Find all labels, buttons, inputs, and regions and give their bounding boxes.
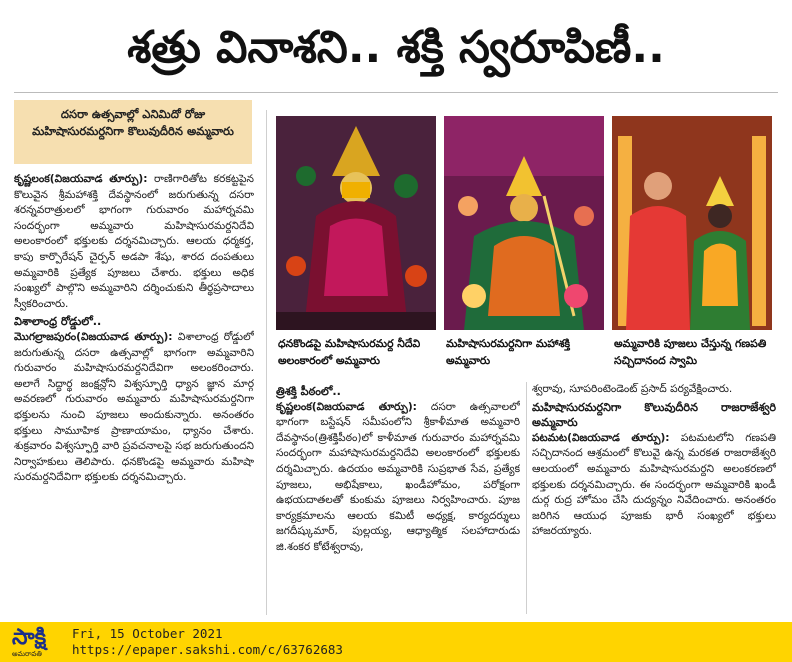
photo-1: [276, 116, 436, 330]
paragraph: విశాలాంధ్ర రోడ్డులో జరుగుతున్న దసరా ఉత్సవాల్లో భాగంగా అమ్మవారిని గురువారం మహిషాసురమర్దనిదేవిగా అలంకరించారు. అలాగే సిద్ధార్థ జంక్షన్లోని విశ్వస్ఫూర్తి ధ్యాన జ్ఞాన మార్గ అవరణలో గురువారం అమ్మవారు మహిషాసురమర్దనిగా భక్తులను నుంచి పూజలు అందుకున్నారు. అనంతరం భక్తులు సామూహిక ప్రాణాయామం, ధ్యానం చేశారు. శుక్రవారం విశ్వస్ఫూర్తి వారి ప్రవచనాలపై సభ జరుగుతుందని నిర్వాహకులు తెలిపారు. ధనకొండపై అమ్మవారు మహిషా సురమర్దనిదేవిగా భక్తులకు దర్శనమిచ్చారు.: [14, 330, 254, 484]
goddess-idol-icon: [276, 116, 436, 330]
swami-idol-icon: [612, 116, 772, 330]
article-deck: దసరా ఉత్సవాల్లో ఎనిమిదో రోజు మహిషాసురమర్దనిగా కొలువుదీరిన అమ్మవారు: [14, 100, 252, 164]
dateline: పటమట(విజయవాడ తూర్పు):: [532, 431, 670, 444]
subheading: విశాలాంధ్ర రోడ్డులో..: [14, 315, 102, 329]
article-column-3: [532, 382, 776, 614]
logo-text: సాక్షి: [12, 625, 47, 650]
headline-rule: [14, 92, 778, 93]
photo-caption: మహిషాసురమర్దనిగా మహాశక్తి అమ్మవారు: [446, 337, 571, 367]
epaper-url[interactable]: https://epaper.sakshi.com/c/63762683: [72, 642, 343, 657]
footer-bar: [0, 622, 792, 662]
paragraph: శ్వరావు, సూపరింటెండెంట్ ప్రసాద్ పర్యవేక్షించారు.: [532, 383, 733, 395]
logo-subtext: అమరావతి: [12, 650, 42, 658]
dateline: కృష్ణలంక(విజయవాడ తూర్పు):: [276, 400, 417, 413]
photo-caption: ధనకొండపై మహిషాసురమర్ద నీదేవి అలంకారంలో అమ్మవారు: [278, 337, 421, 367]
article-column-1: [14, 172, 254, 614]
publish-date: Fri, 15 October 2021: [72, 626, 223, 641]
photo-3: [612, 116, 772, 330]
subheading: మహిషాసురమర్దనిగా కొలువుదీరిన రాజరాజేశ్వరి అమ్మవారు: [532, 400, 776, 430]
paragraph: రాణిగారితోట కరకట్టపైన కొలువైన శ్రీమహాశక్తి దేవస్థానంలో జరుగుతున్న దసరా శరన్నవరాత్రులలో భాగంగా గురువారం మహార్నవమి సందర్భంగా అమ్మవారు మహిషాసురమర్దనిదేవి అలంకారంలో భక్తులకు దర్శనమిచ్చారు. ఆలయ ధర్మకర్త, కాపు కార్పొరేషన్ చైర్పన్ అడపా శేషు, శారద దంపతులు అమ్మవారికి ప్రత్యేక పూజలు చేశారు. భక్తులు అధిక సంఖ్యలో పాల్గొని అమ్మవారిని దర్శించుకుని తీర్థప్రసాదాలు స్వీకరించారు.: [14, 173, 254, 310]
goddess-idol-icon: [444, 116, 604, 330]
column-divider: [526, 382, 527, 614]
subheading: త్రిశక్తి పీఠంలో..: [276, 385, 341, 398]
column-divider: [266, 110, 267, 615]
paragraph: పటమటలోని గణపతి సచ్చిదానంద ఆశ్రమంలో కొలువై ఉన్న మరకత రాజరాజేశ్వరి ఆలయంలో అమ్మవారు మహిషాసురమర్దని అలంకరణలో భక్తులకు దర్శనమిచ్చారు. ఈ సందర్భంగా అమ్మవారికి ఖండీ దుర్గ రుద్ర హోమం చేసి దుద్యన్నం నివేదించారు. అనంతరం జరిగిన ఆయుధ పూజకు భారీ సంఖ్యలో భక్తులు హాజరయ్యారు.: [532, 431, 776, 538]
photo-caption: అమ్మవారికి పూజలు చేస్తున్న గణపతి సచ్చిదానంద స్వామి: [614, 337, 767, 367]
article-column-2: [276, 382, 520, 614]
paragraph: దసరా ఉత్సవాలలో భాగంగా బస్టేషన్ సమీపంలోని శ్రీకాళీమాత అమ్మవారి దేవస్థానం(త్రిశక్తిపీఠం)లో కాళీమాత గురువారం మహార్నవమి సందర్భంగా మహాషాసురమర్దనిదేవి అలంకారంలో భక్తులకు దర్శమిచ్చారు. ఉదయం అమ్మవారికి సుప్రభాత సేవ, ప్రత్యేక పూజలు, అభిషేకాలు, ఖండీహోమం, పరోక్షంగా ఉభయదాతలతో కుంకుమ పూజలు నిర్వహించారు. పూజ కార్యక్రమాలను ఆలయ కమిటీ అధ్యక్ష, కార్యదర్శులు జగదీష్కుమార్, పుల్లయ్య, ఆధ్యాత్మిక సలహాదారుడు జి.శంకర కోటేశ్వరావు,: [276, 400, 520, 553]
sakshi-logo: [12, 626, 68, 658]
dateline: మొగల్రాజపురం(విజయవాడ తూర్పు):: [14, 330, 173, 343]
dateline: కృష్ణలంక(విజయవాడ తూర్పు):: [14, 173, 148, 185]
headline: శత్రు వినాశని.. శక్తి స్వరూపిణీ..: [127, 22, 665, 73]
photo-2: [444, 116, 604, 330]
footer-meta: [72, 626, 343, 658]
